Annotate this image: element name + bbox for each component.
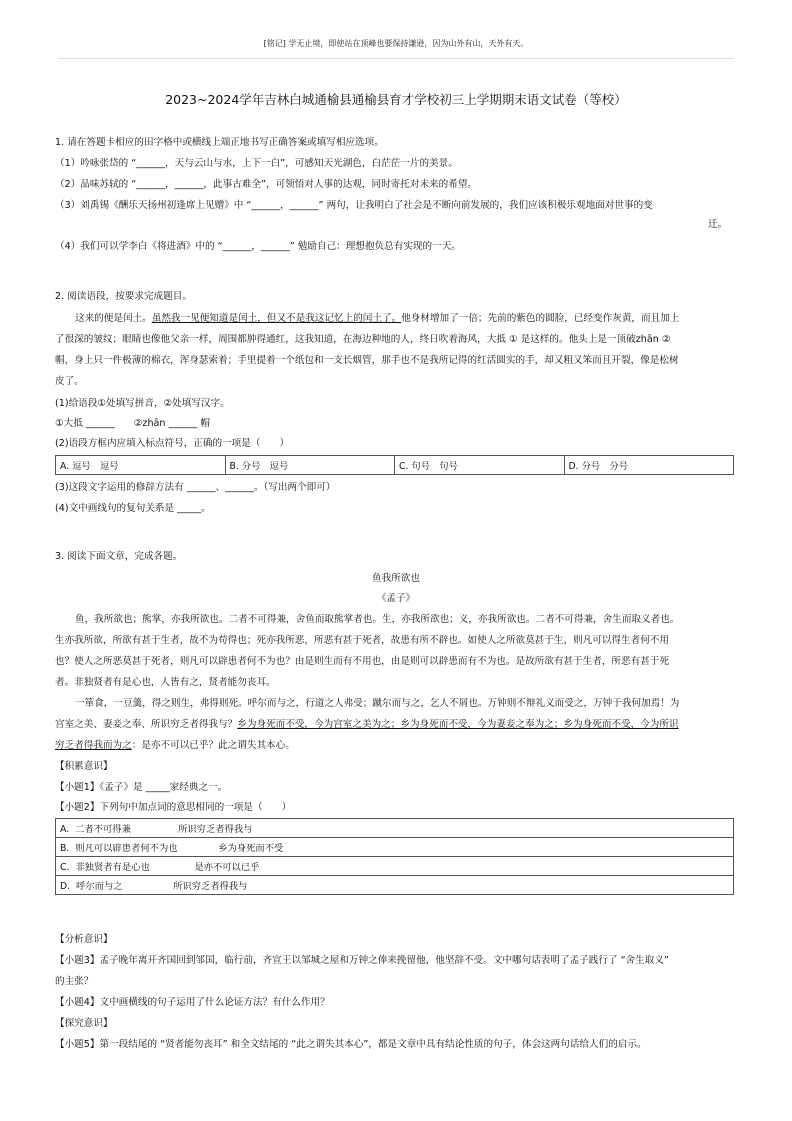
q2-passage-text: 这来的便是闰土。 (75, 313, 152, 324)
option-letter: A. (60, 824, 70, 835)
option-phrase-a: 二者不可得兼 (75, 824, 131, 835)
q3-text-line-3: 也？使人之所恶莫甚于死者，则凡可以辟患者何不为也？由是则生而有不用也，由是则可以辟患而有不为也。是故所欲有甚于生者，所恶有甚于死 (55, 656, 669, 667)
q2-passage-text: 他身材增加了一倍；先前的紫色的圆脸，已经变作灰黄，而且加上 (401, 313, 680, 324)
q2-option-b[interactable]: B. 分号 逗号 (225, 456, 395, 475)
option-phrase-a: 呼尔而与之 (76, 881, 123, 892)
option-phrase-b: 乡为身死而不受 (218, 843, 284, 854)
q3-section-accumulate: 【积累意识】 (55, 761, 113, 772)
q2-passage-line-2: 了很深的皱纹；眼睛也像他父亲一样，周围都肿得通红，这我知道，在海边种地的人，终日吹着海风，大抵 ① 是这样的。他头上是一顶破zhān ② (55, 334, 671, 345)
option-phrase-a: 则凡可以辟患者何不为也 (75, 843, 178, 854)
q3-underlined-sentence-end: 穷乏者得我而为之 (55, 740, 132, 751)
q3-option-b[interactable] (56, 838, 734, 857)
q3-text-line-6 (55, 718, 679, 732)
q3-text-line-2: 生亦我所欲，所欲有甚于生者，故不为苟得也；死亦我所恶，所恶有甚于死者，故患有所不辟也。如使人之所欲莫甚于生，则凡可以得生者何不用 (55, 635, 669, 646)
option-letter: D. (60, 881, 71, 892)
option-phrase-b: 所识穷乏者得我与 (173, 881, 248, 892)
q2-passage-line-1 (75, 312, 679, 326)
header-banner: [铭记] 学无止境，即使站在顶峰也要保持谦逊，因为山外有山，天外有天。 (263, 39, 529, 48)
q3-text-line-5: 一箪食，一豆羹，得之则生，弗得则死。呼尔而与之，行道之人弗受；蹴尔而与之，乞人不屑也。万钟则不辩礼义而受之，万钟于我何加焉！为 (75, 698, 680, 709)
q2-options-table (55, 455, 734, 475)
q2-passage-line-3: 帽，身上只一件极薄的棉衣，浑身瑟索着；手里提着一个纸包和一支长烟管，那手也不是我所记得的红活圆实的手，却又粗又笨而且开裂，像是松树 (55, 355, 679, 366)
q3-item-4: 【小题4】文中画横线的句子运用了什么论证方法？有什么作用？ (55, 997, 330, 1008)
q1-line-1: （1）吟咏张岱的 “______，天与云山与水，上下一白”，可感知天光湖色，白茫茫一片的美景。 (55, 158, 458, 169)
q1-line-2: （2）品味苏轼的 “______，______，此事古难全”，可领悟对人事的达观，同时寄托对未来的希望。 (55, 179, 478, 190)
q2-option-d[interactable]: D. 分号 分号 (564, 456, 734, 475)
q2-sub-2: (2)语段方框内应填入标点符号，正确的一项是（ ） (55, 438, 290, 449)
q2-sub-4: (4)文中画线句的复句关系是 _____。 (55, 503, 211, 514)
option-phrase-a: 非独贤者有是心也 (75, 862, 150, 873)
q3-text-line-4: 者。非独贤者有是心也，人皆有之，贤者能勿丧耳。 (55, 677, 276, 688)
q1-stem: 1. 请在答题卡相应的田字格中或横线上端正地书写正确答案或填写相应选项。 (55, 137, 384, 148)
option-letter: B. (60, 843, 70, 854)
q3-text-line-1: 鱼，我所欲也；熊掌，亦我所欲也。二者不可得兼，舍鱼而取熊掌者也。生，亦我所欲也；义，亦我所欲也。二者不可得兼，舍生而取义者也。 (75, 614, 680, 625)
q1-line-3: （3）刘禹锡《酬乐天扬州初逢席上见赠》中 “______，______” 两句，让我明白了社会是不断向前发展的，我们应该积极乐观地面对世事的变 (55, 200, 653, 211)
header-divider (58, 58, 734, 59)
q2-option-a[interactable]: A. 逗号 逗号 (56, 456, 226, 475)
q2-option-c[interactable]: C. 句号 句号 (395, 456, 565, 475)
q3-text-line-7 (55, 739, 295, 753)
q3-option-a[interactable] (56, 819, 734, 838)
q3-item-1: 【小题1】《孟子》是 _____家经典之一。 (55, 782, 228, 793)
q3-passage-author: 《孟子》 (376, 593, 416, 604)
option-phrase-b: 是亦不可以已乎 (194, 862, 260, 873)
option-phrase-b: 所识穷乏者得我与 (178, 824, 253, 835)
q2-sub-1-blanks[interactable]: ①大抵 ______ ②zhān ______ 帽 (55, 418, 210, 429)
q3-passage-title: 鱼我所欲也 (372, 573, 420, 584)
q1-line-3-wrap: 迁。 (708, 219, 728, 230)
q2-sub-1: (1)给语段①处填写拼音，②处填写汉字。 (55, 398, 230, 409)
q3-section-analyze: 【分析意识】 (55, 934, 113, 945)
q3-option-d[interactable] (56, 876, 734, 895)
q3-item-2: 【小题2】下列句中加点词的意思相同的一项是（ ） (55, 802, 292, 813)
q2-underlined-sentence: 虽然我一见便知道是闰土，但又不是我这记忆上的闰土了。 (151, 313, 402, 324)
q3-item-3-wrap: 的主张？ (55, 976, 94, 987)
q3-options-table (55, 818, 734, 895)
q2-sub-3: (3)这段文字运用的修辞方法有 ______、______。（写出两个即可） (55, 482, 336, 493)
q3-item-3: 【小题3】孟子晚年离开齐国回到邹国，临行前，齐宣王以邹城之屋和万钟之俸来挽留他，他坚辞不受。文中哪句话表明了孟子践行了 “舍生取义” (55, 955, 669, 966)
q2-stem: 2. 阅读语段，按要求完成题目。 (55, 291, 192, 302)
page-title: 2023~2024学年吉林白城通榆县通榆县育才学校初三上学期期末语文试卷（等校） (165, 92, 627, 107)
option-letter: C. (60, 862, 70, 873)
q3-underlined-sentence: 乡为身死而不受，今为宫室之美为之；乡为身死而不受，今为妻妾之奉为之；乡为身死而不受，今为所识 (237, 719, 679, 730)
q3-section-explore: 【探究意识】 (55, 1018, 113, 1029)
q3-stem: 3. 阅读下面文章，完成各题。 (55, 551, 183, 562)
q3-text: 宫室之美、妻妾之奉、所识穷乏者得我与？ (55, 719, 238, 730)
q3-option-c[interactable] (56, 857, 734, 876)
q1-line-4: （4）我们可以学李白《将进酒》中的 “______，______” 勉励自己：理想抱负总有实现的一天。 (55, 241, 461, 252)
q2-passage-line-4: 皮了。 (55, 376, 84, 387)
q3-item-5: 【小题5】第一段结尾的 “贤者能勿丧耳” 和全文结尾的 “此之谓失其本心”，都是文章中具有结论性质的句子，体会这两句话给人们的启示。 (55, 1039, 647, 1050)
q3-text: ：是亦不可以已乎？此之谓失其本心。 (131, 740, 295, 751)
